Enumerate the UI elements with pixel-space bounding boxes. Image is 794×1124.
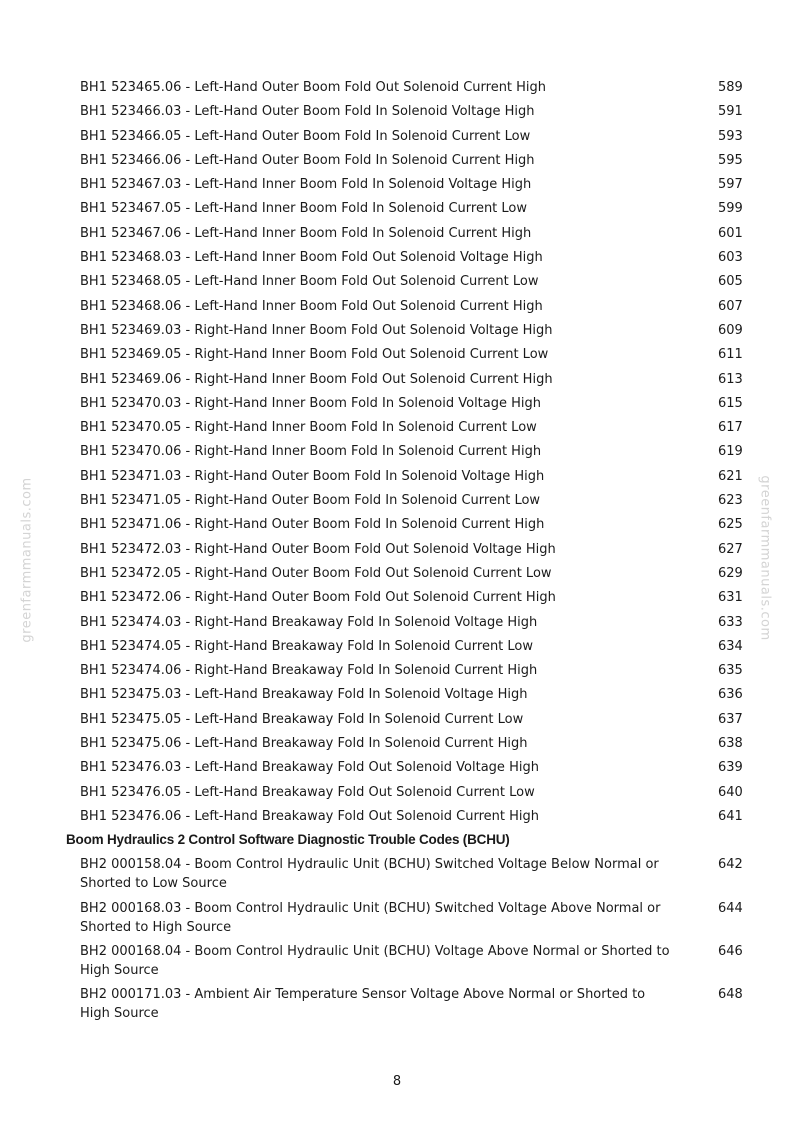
toc-entry[interactable] — [0, 392, 794, 416]
toc-entry-title: BH2 000171.03 - Ambient Air Temperature Sensor Voltage Above Normal or Shorted to High Source — [80, 987, 646, 1022]
toc-entry[interactable] — [0, 343, 794, 367]
toc-entry-page: 635 — [718, 663, 743, 679]
toc-entry-title: BH1 523467.03 - Left-Hand Inner Boom Fold In Solenoid Voltage High — [80, 177, 532, 193]
toc-list-bh2 — [0, 853, 794, 1026]
toc-entry-page: 648 — [718, 987, 743, 1003]
toc-entry-title: BH1 523472.06 - Right-Hand Outer Boom Fold Out Solenoid Current High — [80, 590, 556, 606]
toc-entry-title: BH1 523468.06 - Left-Hand Inner Boom Fold Out Solenoid Current High — [80, 298, 543, 314]
toc-entry-page: 637 — [718, 711, 743, 727]
toc-entry-page: 644 — [718, 900, 743, 916]
toc-entry-page: 641 — [718, 808, 743, 824]
toc-entry-page: 609 — [718, 322, 743, 338]
toc-entry[interactable] — [0, 708, 794, 732]
toc-entry-title: BH1 523474.05 - Right-Hand Breakaway Fold In Solenoid Current Low — [80, 638, 534, 654]
toc-entry-title: BH1 523476.05 - Left-Hand Breakaway Fold Out Solenoid Current Low — [80, 784, 535, 800]
toc-entry-page: 633 — [718, 614, 743, 630]
toc-entry-page: 599 — [718, 201, 743, 217]
toc-entry-title: BH1 523476.06 - Left-Hand Breakaway Fold Out Solenoid Current High — [80, 808, 540, 824]
toc-entry[interactable] — [0, 659, 794, 683]
toc-entry-page: 617 — [718, 420, 743, 436]
toc-entry-title: BH1 523469.03 - Right-Hand Inner Boom Fold Out Solenoid Voltage High — [80, 322, 553, 338]
section-heading-text: Boom Hydraulics 2 Control Software Diagnostic Trouble Codes (BCHU) — [66, 832, 510, 848]
page-number: 8 — [392, 1074, 402, 1089]
toc-entry[interactable] — [0, 853, 794, 896]
watermark-left: greenfarmmanuals.com — [19, 477, 35, 643]
toc-entry[interactable] — [0, 562, 794, 586]
toc-entry-title: BH2 000168.03 - Boom Control Hydraulic Unit (BCHU) Switched Voltage Above Normal or Shorted to High Source — [80, 900, 661, 935]
toc-entry-title: BH1 523472.05 - Right-Hand Outer Boom Fold Out Solenoid Current Low — [80, 565, 552, 581]
toc-entry-page: 595 — [718, 152, 743, 168]
toc-entry-page: 621 — [718, 468, 743, 484]
toc-entry-page: 591 — [718, 104, 743, 120]
toc-entry-title: BH1 523467.05 - Left-Hand Inner Boom Fold In Solenoid Current Low — [80, 201, 528, 217]
toc-entry[interactable] — [0, 897, 794, 940]
toc-entry[interactable] — [0, 295, 794, 319]
toc-entry-page: 593 — [718, 128, 743, 144]
toc-entry-title: BH1 523471.05 - Right-Hand Outer Boom Fold In Solenoid Current Low — [80, 493, 541, 509]
toc-entry-title: BH1 523468.05 - Left-Hand Inner Boom Fold Out Solenoid Current Low — [80, 274, 539, 290]
toc-entry-page: 605 — [718, 274, 743, 290]
toc-entry-title: BH1 523475.05 - Left-Hand Breakaway Fold In Solenoid Current Low — [80, 711, 524, 727]
toc-entry-page: 623 — [718, 493, 743, 509]
toc-entry[interactable] — [0, 76, 794, 100]
table-of-contents — [0, 76, 794, 1026]
toc-entry[interactable] — [0, 538, 794, 562]
toc-entry-page: 619 — [718, 444, 743, 460]
toc-entry[interactable] — [0, 319, 794, 343]
toc-entry[interactable] — [0, 489, 794, 513]
toc-entry[interactable] — [0, 756, 794, 780]
toc-entry-page: 638 — [718, 736, 743, 752]
toc-entry-title: BH1 523474.03 - Right-Hand Breakaway Fold In Solenoid Voltage High — [80, 614, 538, 630]
toc-entry-title: BH1 523466.05 - Left-Hand Outer Boom Fold In Solenoid Current Low — [80, 128, 531, 144]
toc-entry-title: BH1 523467.06 - Left-Hand Inner Boom Fold In Solenoid Current High — [80, 225, 532, 241]
toc-entry[interactable] — [0, 368, 794, 392]
toc-entry[interactable] — [0, 100, 794, 124]
toc-entry[interactable] — [0, 983, 794, 1026]
toc-entry-page: 634 — [718, 638, 743, 654]
toc-entry-title: BH1 523471.03 - Right-Hand Outer Boom Fold In Solenoid Voltage High — [80, 468, 545, 484]
toc-entry-page: 613 — [718, 371, 743, 387]
toc-list-bh1 — [0, 76, 794, 829]
toc-entry-title: BH1 523469.05 - Right-Hand Inner Boom Fold Out Solenoid Current Low — [80, 347, 549, 363]
toc-entry-title: BH2 000168.04 - Boom Control Hydraulic Unit (BCHU) Voltage Above Normal or Shorted to High Source — [80, 943, 670, 978]
toc-entry[interactable] — [0, 197, 794, 221]
toc-entry-page: 607 — [718, 298, 743, 314]
toc-entry-page: 642 — [718, 857, 743, 873]
watermark-right: greenfarmmanuals.com — [757, 475, 773, 641]
toc-entry[interactable] — [0, 465, 794, 489]
toc-entry[interactable] — [0, 125, 794, 149]
toc-entry-page: 639 — [718, 760, 743, 776]
section-heading[interactable] — [0, 829, 794, 853]
toc-entry-title: BH1 523474.06 - Right-Hand Breakaway Fold In Solenoid Current High — [80, 663, 538, 679]
toc-entry-title: BH1 523471.06 - Right-Hand Outer Boom Fold In Solenoid Current High — [80, 517, 545, 533]
toc-entry[interactable] — [0, 270, 794, 294]
toc-entry-page: 611 — [718, 347, 743, 363]
toc-entry[interactable] — [0, 149, 794, 173]
toc-entry-title: BH1 523469.06 - Right-Hand Inner Boom Fold Out Solenoid Current High — [80, 371, 553, 387]
toc-entry-title: BH1 523476.03 - Left-Hand Breakaway Fold Out Solenoid Voltage High — [80, 760, 539, 776]
toc-entry[interactable] — [0, 513, 794, 537]
toc-entry-page: 625 — [718, 517, 743, 533]
toc-entry[interactable] — [0, 683, 794, 707]
toc-entry-title: BH1 523475.06 - Left-Hand Breakaway Fold In Solenoid Current High — [80, 736, 528, 752]
toc-entry[interactable] — [0, 781, 794, 805]
toc-entry[interactable] — [0, 246, 794, 270]
toc-entry-title: BH1 523466.03 - Left-Hand Outer Boom Fold In Solenoid Voltage High — [80, 104, 535, 120]
toc-entry[interactable] — [0, 940, 794, 983]
toc-entry[interactable] — [0, 222, 794, 246]
toc-entry-title: BH1 523470.03 - Right-Hand Inner Boom Fold In Solenoid Voltage High — [80, 395, 541, 411]
toc-entry-page: 631 — [718, 590, 743, 606]
toc-entry-page: 589 — [718, 80, 743, 95]
toc-entry[interactable] — [0, 440, 794, 464]
toc-entry-page: 640 — [718, 784, 743, 800]
toc-entry[interactable] — [0, 416, 794, 440]
toc-entry[interactable] — [0, 805, 794, 829]
toc-entry[interactable] — [0, 586, 794, 610]
toc-entry-page: 601 — [718, 225, 743, 241]
toc-entry[interactable] — [0, 732, 794, 756]
toc-entry-page: 627 — [718, 541, 743, 557]
toc-entry-page: 597 — [718, 177, 743, 193]
toc-entry[interactable] — [0, 635, 794, 659]
toc-entry-title: BH1 523470.06 - Right-Hand Inner Boom Fold In Solenoid Current High — [80, 444, 542, 460]
toc-entry-page: 603 — [718, 250, 743, 266]
toc-entry-title: BH1 523470.05 - Right-Hand Inner Boom Fold In Solenoid Current Low — [80, 420, 537, 436]
toc-entry-title: BH1 523468.03 - Left-Hand Inner Boom Fold Out Solenoid Voltage High — [80, 250, 543, 266]
toc-entry[interactable] — [0, 173, 794, 197]
toc-entry-title: BH2 000158.04 - Boom Control Hydraulic Unit (BCHU) Switched Voltage Below Normal or Shorted to Low Source — [80, 857, 659, 892]
toc-entry-page: 646 — [718, 943, 743, 959]
toc-entry-page: 636 — [718, 687, 743, 703]
toc-entry-title: BH1 523466.06 - Left-Hand Outer Boom Fold In Solenoid Current High — [80, 152, 535, 168]
toc-entry-title: BH1 523475.03 - Left-Hand Breakaway Fold In Solenoid Voltage High — [80, 687, 528, 703]
toc-entry-page: 615 — [718, 395, 743, 411]
toc-entry[interactable] — [0, 611, 794, 635]
toc-entry-page: 629 — [718, 565, 743, 581]
toc-entry-title: BH1 523472.03 - Right-Hand Outer Boom Fold Out Solenoid Voltage High — [80, 541, 556, 557]
toc-entry-title: BH1 523465.06 - Left-Hand Outer Boom Fold Out Solenoid Current High — [80, 80, 547, 95]
